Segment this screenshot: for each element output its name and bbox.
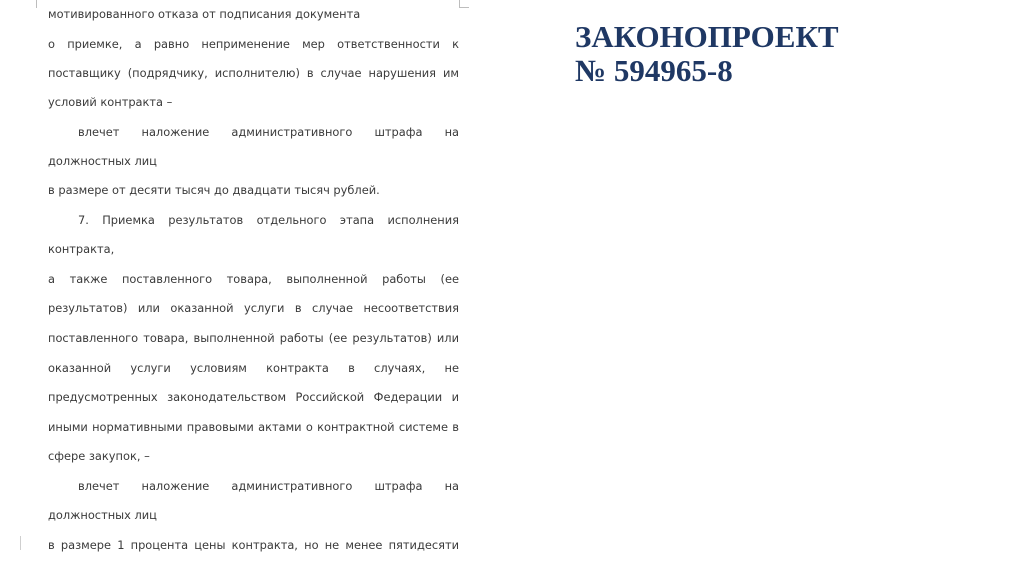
document-line: мотивированного отказа от подписания документа — [48, 7, 361, 21]
document-line: о приемке, а равно неприменение мер ответственности к — [48, 37, 459, 51]
crop-mark — [36, 0, 37, 8]
bill-heading-number: № 594965-8 — [575, 53, 733, 88]
document-line: сфере закупок, – — [48, 449, 150, 463]
document-line: в размере 1 процента цены контракта, но не менее пятидесяти — [48, 538, 459, 552]
bill-heading-title: ЗАКОНОПРОЕКТ — [575, 19, 839, 54]
document-line: контракта, — [48, 242, 115, 256]
document-line: результатов) или оказанной услуги в случае несоответствия — [48, 301, 459, 315]
document-line: а также поставленного товара, выполненной работы (ее — [48, 272, 459, 286]
document-line: условий контракта – — [48, 95, 173, 109]
document-line: в размере от десяти тысяч до двадцати тысяч рублей. — [48, 183, 380, 197]
document-line: 7. Приемка результатов отдельного этапа исполнения — [78, 213, 459, 227]
document-line: предусмотренных законодательством Российской Федерации и — [48, 390, 459, 404]
document-line: влечет наложение административного штрафа на — [78, 125, 459, 139]
document-line: должностных лиц — [48, 154, 157, 168]
document-line: оказанной услуги условиям контракта в случаях, не — [48, 361, 459, 375]
document-scan — [0, 0, 470, 574]
scan-edge-mark — [20, 536, 28, 550]
document-line: влечет наложение административного штрафа на — [78, 479, 459, 493]
document-line: поставленного товара, выполненной работы (ее результатов) или — [48, 331, 459, 345]
crop-mark — [459, 0, 469, 8]
document-line: поставщику (подрядчику, исполнителю) в случае нарушения им — [48, 66, 459, 80]
bill-heading — [575, 20, 839, 88]
document-line: должностных лиц — [48, 508, 157, 522]
document-line: иными нормативными правовыми актами о контрактной системе в — [48, 420, 459, 434]
